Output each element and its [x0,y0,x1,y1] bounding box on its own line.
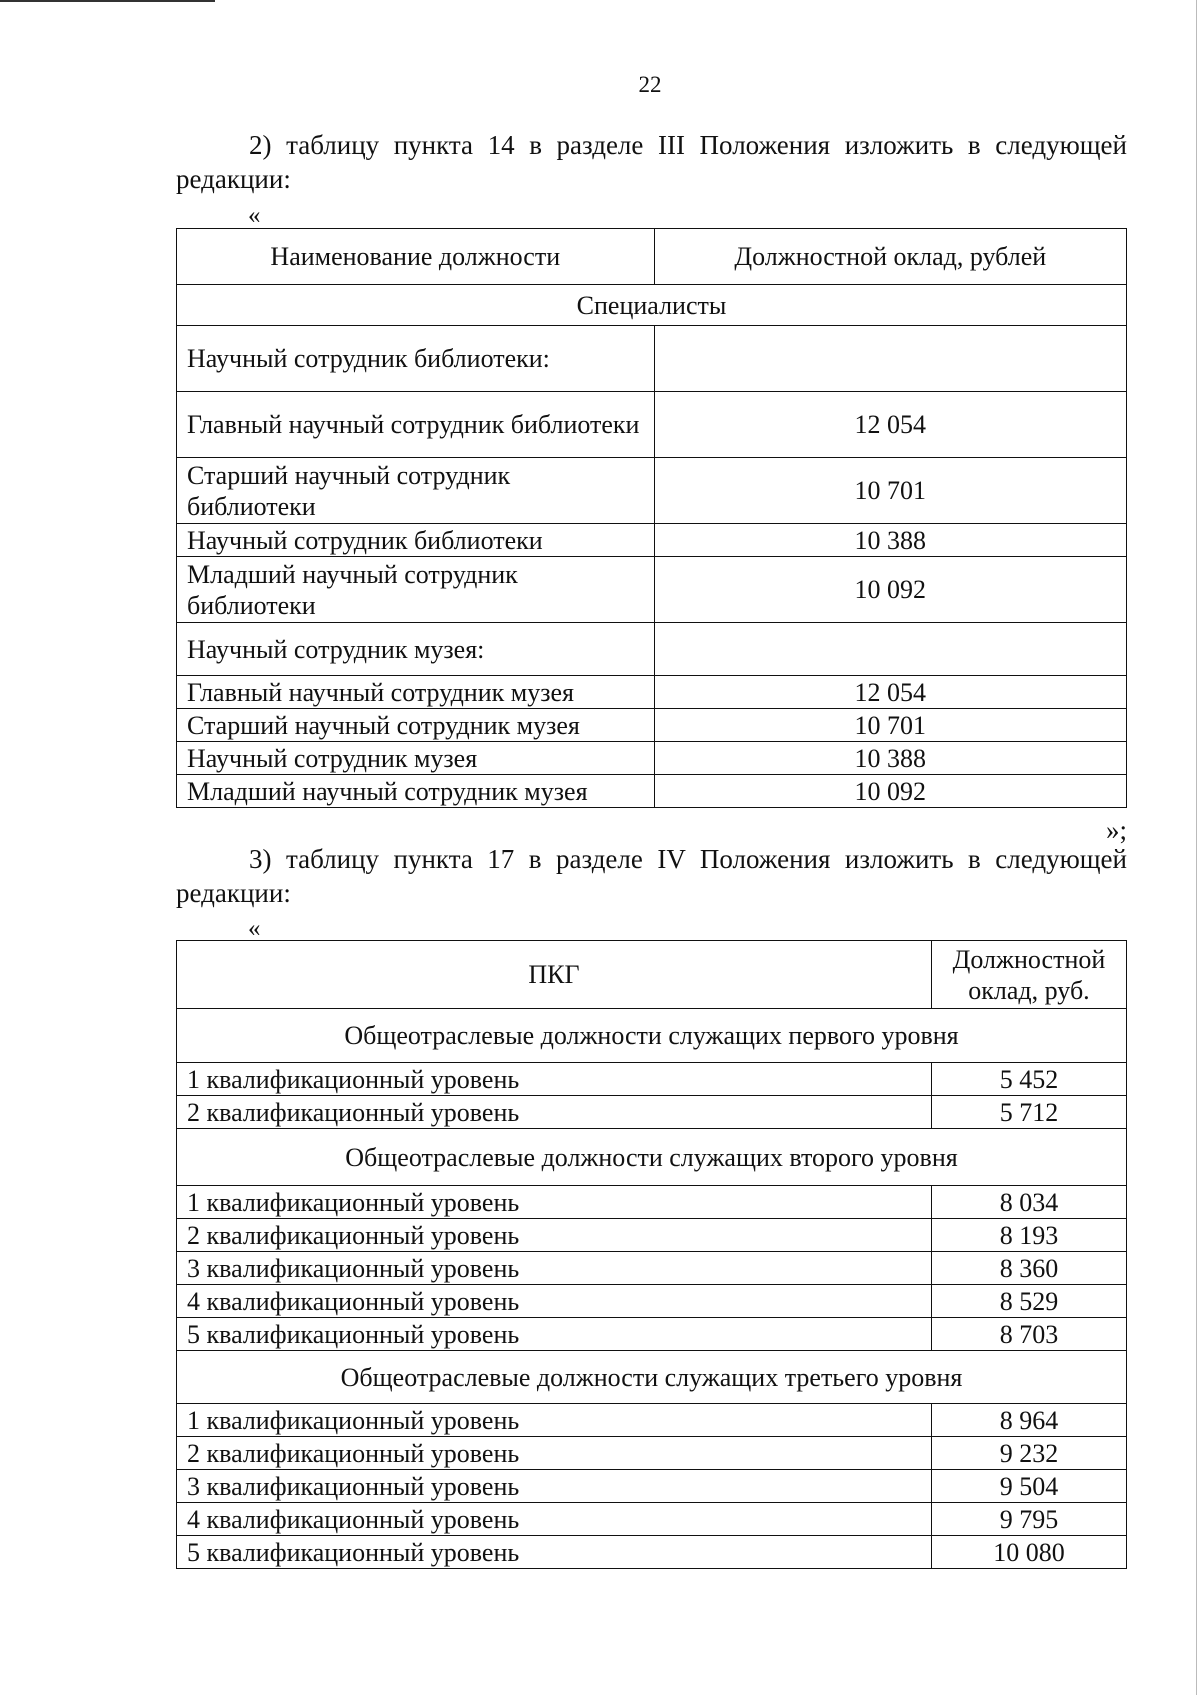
qualification-level: 1 квалификационный уровень [177,1404,932,1437]
group-title: Общеотраслевые должности служащих первого уровня [177,1009,1127,1063]
salary-value: 5 712 [931,1096,1126,1129]
table-row [177,623,1127,676]
group-title-row [177,1129,1127,1186]
pkg-salary-table [176,940,1127,1569]
table-row [177,1096,1127,1129]
position-name: Научный сотрудник музея [177,742,655,775]
table-row [177,458,1127,524]
header-pkg: ПКГ [177,941,932,1009]
table-header-row [177,229,1127,285]
group-title: Общеотраслевые должности служащих третьего уровня [177,1351,1127,1404]
table-row [177,1470,1127,1503]
qualification-level: 1 квалификационный уровень [177,1063,932,1096]
qualification-level: 4 квалификационный уровень [177,1503,932,1536]
salary-value: 8 529 [931,1285,1126,1318]
table-row [177,709,1127,742]
scan-page-edge [1196,0,1197,1695]
salary-value: 5 452 [931,1063,1126,1096]
qualification-level: 5 квалификационный уровень [177,1536,932,1569]
positions-salary-table [176,228,1127,808]
table-row [177,1285,1127,1318]
table-row [177,1404,1127,1437]
open-quote-2: « [248,915,261,942]
position-name: Научный сотрудник библиотеки: [177,326,655,392]
qualification-level: 4 квалификационный уровень [177,1285,932,1318]
salary-value: 9 795 [931,1503,1126,1536]
salary-value: 10 701 [654,458,1126,524]
group-title-row [177,1351,1127,1404]
salary-value: 12 054 [654,676,1126,709]
scan-artifact-line [0,0,215,2]
table-header-row [177,941,1127,1009]
table-row [177,524,1127,557]
salary-value: 8 193 [931,1219,1126,1252]
qualification-level: 5 квалификационный уровень [177,1318,932,1351]
header-salary: Должностной оклад, руб. [931,941,1126,1009]
paragraph-3-line-2: редакции: [176,878,291,908]
position-name: Научный сотрудник музея: [177,623,655,676]
position-name: Младший научный сотрудник библиотеки [177,557,655,623]
page-number: 22 [638,72,662,97]
group-title: Общеотраслевые должности служащих второго уровня [177,1129,1127,1186]
salary-value: 9 232 [931,1437,1126,1470]
salary-value: 10 701 [654,709,1126,742]
salary-value: 10 388 [654,742,1126,775]
paragraph-3-line-1: 3) таблицу пункта 17 в разделе IV Положения изложить в следующей [249,844,1127,874]
group-title-row [177,1009,1127,1063]
table-row [177,1252,1127,1285]
position-name: Старший научный сотрудник библиотеки [177,458,655,524]
table-row [177,1503,1127,1536]
table-row [177,1437,1127,1470]
salary-value: 12 054 [654,392,1126,458]
table-row [177,676,1127,709]
table-row [177,775,1127,808]
salary-value: 10 080 [931,1536,1126,1569]
paragraph-2-line-1: 2) таблицу пункта 14 в разделе III Положения изложить в следующей [249,130,1127,160]
paragraph-item-3 [176,842,1127,910]
section-title: Специалисты [177,285,1127,326]
qualification-level: 2 квалификационный уровень [177,1096,932,1129]
salary-value: 9 504 [931,1470,1126,1503]
close-quote-1: »; [1105,815,1127,845]
position-name: Главный научный сотрудник музея [177,676,655,709]
salary-value: 8 360 [931,1252,1126,1285]
salary-value: 10 388 [654,524,1126,557]
salary-value: 10 092 [654,775,1126,808]
paragraph-2-line-2: редакции: [176,164,291,194]
salary-value: 8 703 [931,1318,1126,1351]
table-row [177,326,1127,392]
table-row [177,1063,1127,1096]
paragraph-item-2 [176,128,1127,196]
table-row [177,1536,1127,1569]
open-quote-1: « [248,202,261,229]
salary-value: 8 964 [931,1404,1126,1437]
table-row [177,1219,1127,1252]
qualification-level: 2 квалификационный уровень [177,1219,932,1252]
header-salary: Должностной оклад, рублей [654,229,1126,285]
table-row [177,742,1127,775]
salary-value [654,326,1126,392]
table-row [177,1186,1127,1219]
salary-value: 8 034 [931,1186,1126,1219]
table-row [177,557,1127,623]
qualification-level: 1 квалификационный уровень [177,1186,932,1219]
qualification-level: 2 квалификационный уровень [177,1437,932,1470]
position-name: Младший научный сотрудник музея [177,775,655,808]
qualification-level: 3 квалификационный уровень [177,1252,932,1285]
header-position-name: Наименование должности [177,229,655,285]
salary-value: 10 092 [654,557,1126,623]
table-row [177,1318,1127,1351]
position-name: Главный научный сотрудник библиотеки [177,392,655,458]
qualification-level: 3 квалификационный уровень [177,1470,932,1503]
table-row [177,392,1127,458]
position-name: Старший научный сотрудник музея [177,709,655,742]
section-row [177,285,1127,326]
position-name: Научный сотрудник библиотеки [177,524,655,557]
salary-value [654,623,1126,676]
